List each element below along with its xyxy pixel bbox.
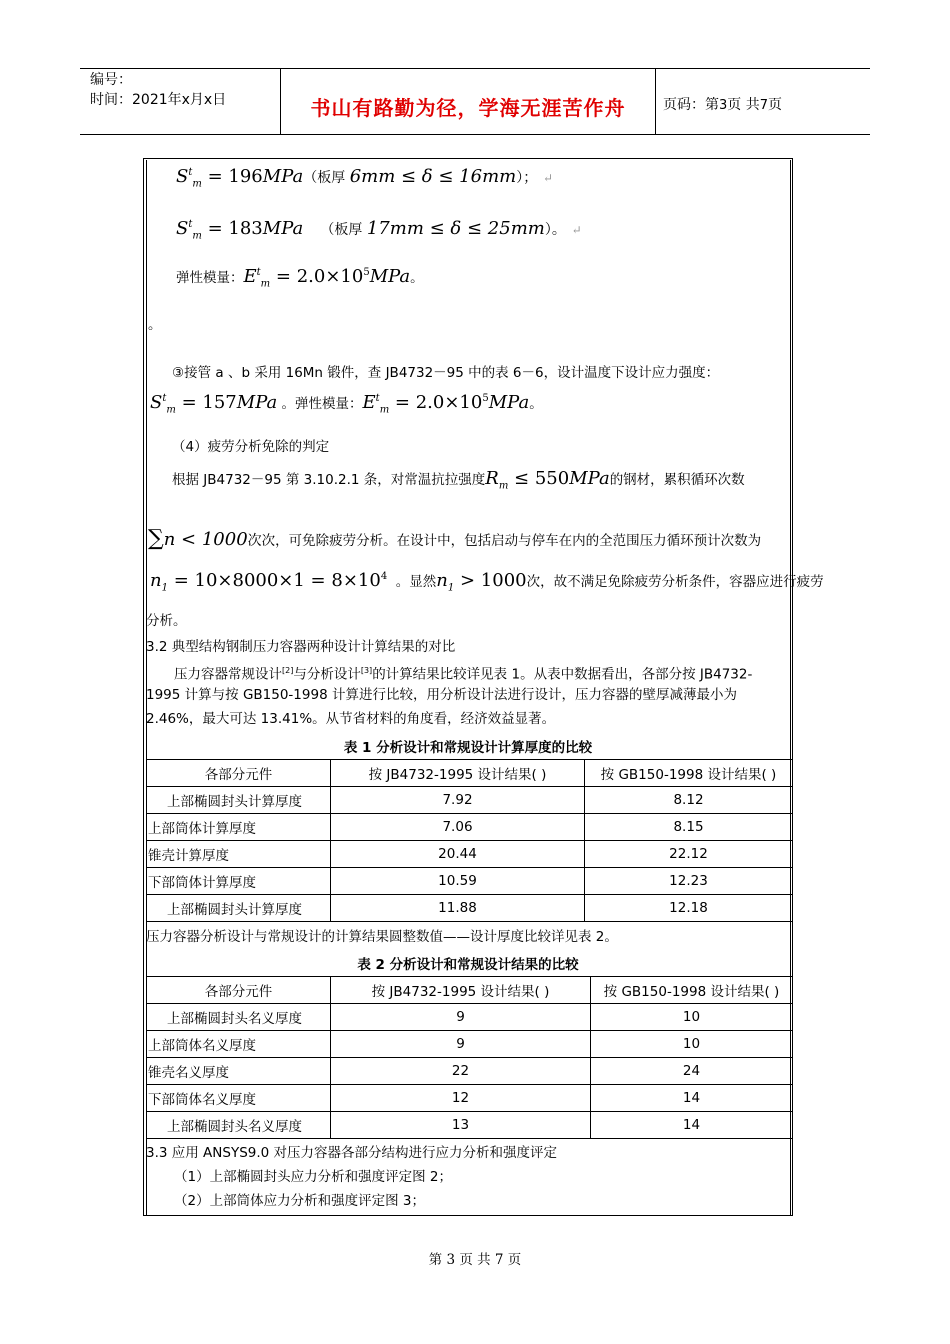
header-bottom-rule bbox=[80, 134, 870, 135]
table-cell: 上部椭圆封头名义厚度 bbox=[147, 1004, 331, 1031]
page-mid: 页 共 bbox=[727, 97, 760, 113]
table-cell: 锥壳计算厚度 bbox=[147, 841, 331, 868]
item3-formulas: $S^t_m = 157MPa$ 。弹性模量：$E^t_m = 2.0\times 10^5MPa$。 bbox=[150, 392, 543, 416]
section-3-2-para-line3: 2.46%，最大可达 13.41%。从节省材料的角度看，经济效益显著。 bbox=[146, 711, 556, 727]
table-cell: 10.59 bbox=[331, 868, 585, 895]
time-label: 时间：2021年x月x日 bbox=[90, 92, 227, 108]
table-cell: 24 bbox=[591, 1058, 793, 1085]
table-cell: 上部椭圆封头名义厚度 bbox=[147, 1112, 331, 1139]
table1-header-row bbox=[147, 760, 793, 787]
elastic-modulus-line: 弹性模量：$E^t_m = 2.0\times 10^5MPa$。 bbox=[176, 266, 424, 290]
table-header-cell: 按 GB150-1998 设计结果( ) bbox=[591, 977, 793, 1004]
table-cell: 锥壳名义厚度 bbox=[147, 1058, 331, 1085]
item4-line2: ∑n < 1000次次，可免除疲劳分析。在设计中，包括启动与停车在内的全范围压力循环预计次数为 bbox=[148, 526, 762, 551]
table-cell: 9 bbox=[331, 1004, 591, 1031]
table-header-cell: 按 JB4732-1995 设计结果( ) bbox=[331, 760, 585, 787]
table-cell: 22 bbox=[331, 1058, 591, 1085]
formula-stress-17-25: $S^t_m = 183MPa$ （板厚 17mm ≤ δ ≤ 25mm）。 ↵ bbox=[176, 218, 582, 242]
table-row bbox=[147, 1031, 793, 1058]
table1 bbox=[146, 759, 793, 922]
table-cell: 下部筒体计算厚度 bbox=[147, 868, 331, 895]
table-row bbox=[147, 814, 793, 841]
table-row bbox=[147, 895, 793, 922]
table-row bbox=[147, 1085, 793, 1112]
page-total: 7 bbox=[759, 98, 769, 113]
table-cell: 14 bbox=[591, 1112, 793, 1139]
header-meta bbox=[90, 70, 226, 110]
table-cell: 22.12 bbox=[585, 841, 793, 868]
table-cell: 12 bbox=[331, 1085, 591, 1112]
table-cell: 7.92 bbox=[331, 787, 585, 814]
between-tables-text: 压力容器分析设计与常规设计的计算结果圆整数值——设计厚度比较详见表 2。 bbox=[146, 929, 618, 945]
table-row bbox=[147, 1004, 793, 1031]
page-suffix: 页 bbox=[768, 97, 783, 113]
section-3-3-item1: （1）上部椭圆封头应力分析和强度评定图 2； bbox=[174, 1169, 452, 1185]
table1-caption: 表 1 分析设计和常规设计计算厚度的比较 bbox=[343, 740, 593, 756]
table-cell: 12.18 bbox=[585, 895, 793, 922]
table-cell: 8.12 bbox=[585, 787, 793, 814]
item4-line1: 根据 JB4732－95 第 3.10.2.1 条，对常温抗拉强度$R_m \le 550MPa$的钢材，累积循环次数 bbox=[172, 468, 745, 492]
item4-line3: $n_1 = 10\times 8000\times 1 = 8\times 10^4$ 。显然$n_1 > 1000$次，故不满足免除疲劳分析条件，容器应进行疲劳 bbox=[150, 570, 824, 594]
table-cell: 12.23 bbox=[585, 868, 793, 895]
section-3-2-para-line2: 1995 计算与按 GB150-1998 计算进行比较，用分析设计法进行设计，压力容器的壁厚减薄最小为 bbox=[146, 687, 737, 703]
table-cell: 9 bbox=[331, 1031, 591, 1058]
header-motto: 书山有路勤为径，学海无涯苦作舟 bbox=[310, 96, 626, 120]
table2-caption: 表 2 分析设计和常规设计结果的比较 bbox=[357, 957, 579, 973]
header-top-rule bbox=[80, 68, 870, 69]
table-header-cell: 按 JB4732-1995 设计结果( ) bbox=[331, 977, 591, 1004]
section-3-2-title: 3.2 典型结构钢制压力容器两种设计计算结果的对比 bbox=[146, 639, 456, 655]
table-header-cell: 各部分元件 bbox=[147, 760, 331, 787]
table-row bbox=[147, 868, 793, 895]
serial-label: 编号： bbox=[90, 72, 132, 88]
header-divider-left bbox=[280, 68, 281, 135]
header-page-number bbox=[663, 94, 782, 114]
table-cell: 下部筒体名义厚度 bbox=[147, 1085, 331, 1112]
table-row bbox=[147, 1112, 793, 1139]
table-header-cell: 按 GB150-1998 设计结果( ) bbox=[585, 760, 793, 787]
formula-stress-6-16: $S^t_m = 196MPa$（板厚 6mm ≤ δ ≤ 16mm）； ↵ bbox=[176, 166, 554, 190]
table-cell: 上部椭圆封头计算厚度 bbox=[147, 895, 331, 922]
page-footer: 第 3 页 共 7 页 bbox=[428, 1252, 522, 1268]
table2-header-row bbox=[147, 977, 793, 1004]
table-cell: 上部筒体计算厚度 bbox=[147, 814, 331, 841]
table-cell: 11.88 bbox=[331, 895, 585, 922]
stray-period: 。 bbox=[148, 317, 162, 333]
table-cell: 7.06 bbox=[331, 814, 585, 841]
item4-title: （4）疲劳分析免除的判定 bbox=[172, 439, 330, 455]
table-row bbox=[147, 787, 793, 814]
table-cell: 10 bbox=[591, 1031, 793, 1058]
table-row bbox=[147, 1058, 793, 1085]
item3-text: ③接管 a 、b 采用 16Mn 锻件，查 JB4732－95 中的表 6－6，设计温度下设计应力强度： bbox=[172, 365, 720, 381]
header-divider-right bbox=[655, 68, 656, 135]
table-cell: 14 bbox=[591, 1085, 793, 1112]
section-3-2-para-line1: 压力容器常规设计[2]与分析设计[3]的计算结果比较详见表 1。从表中数据看出，各部分按 JB4732- bbox=[174, 666, 753, 683]
table-cell: 13 bbox=[331, 1112, 591, 1139]
table-row bbox=[147, 841, 793, 868]
page-current: 3 bbox=[719, 98, 728, 113]
table-cell: 上部筒体名义厚度 bbox=[147, 1031, 331, 1058]
table-cell: 10 bbox=[591, 1004, 793, 1031]
table-header-cell: 各部分元件 bbox=[147, 977, 331, 1004]
table-cell: 上部椭圆封头计算厚度 bbox=[147, 787, 331, 814]
item4-line4: 分析。 bbox=[146, 613, 187, 629]
table-cell: 8.15 bbox=[585, 814, 793, 841]
page-prefix: 页码：第 bbox=[663, 97, 719, 113]
table2 bbox=[146, 976, 793, 1139]
table-cell: 20.44 bbox=[331, 841, 585, 868]
section-3-3-item2: （2）上部筒体应力分析和强度评定图 3； bbox=[174, 1193, 425, 1209]
section-3-3-title: 3.3 应用 ANSYS9.0 对压力容器各部分结构进行应力分析和强度评定 bbox=[146, 1145, 558, 1161]
